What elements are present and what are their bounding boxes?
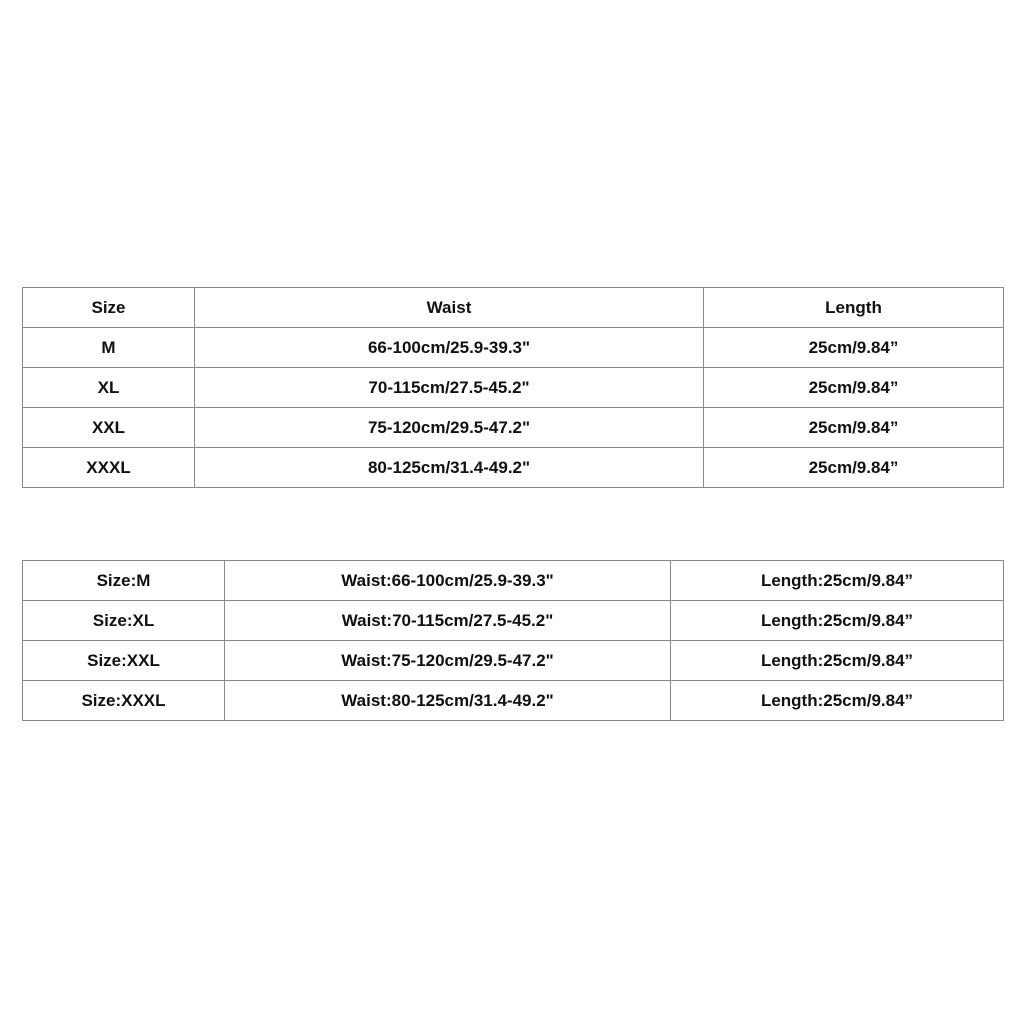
size-chart-table [22,287,1004,488]
table-row [23,328,1004,368]
header-waist: Waist [195,288,704,328]
waist-cell: 75-120cm/29.5-47.2" [195,408,704,448]
table-row [23,368,1004,408]
waist-cell: 70-115cm/27.5-45.2" [195,368,704,408]
table-row [23,448,1004,488]
size-cell: Size:XL [23,601,225,641]
size-cell: XXL [23,408,195,448]
waist-cell: 80-125cm/31.4-49.2" [195,448,704,488]
length-cell: 25cm/9.84” [704,328,1004,368]
table-header-row [23,288,1004,328]
waist-cell: Waist:75-120cm/29.5-47.2" [225,641,671,681]
size-cell: XL [23,368,195,408]
size-cell: Size:XXXL [23,681,225,721]
size-cell: XXXL [23,448,195,488]
length-cell: 25cm/9.84” [704,368,1004,408]
table-row [23,601,1004,641]
table-row [23,681,1004,721]
length-cell: Length:25cm/9.84” [671,641,1004,681]
table-row [23,641,1004,681]
size-cell: Size:XXL [23,641,225,681]
waist-cell: Waist:66-100cm/25.9-39.3" [225,561,671,601]
header-size: Size [23,288,195,328]
length-cell: 25cm/9.84” [704,408,1004,448]
waist-cell: 66-100cm/25.9-39.3" [195,328,704,368]
size-cell: Size:M [23,561,225,601]
size-cell: M [23,328,195,368]
table-row [23,561,1004,601]
length-cell: 25cm/9.84” [704,448,1004,488]
length-cell: Length:25cm/9.84” [671,681,1004,721]
header-length: Length [704,288,1004,328]
length-cell: Length:25cm/9.84” [671,561,1004,601]
length-cell: Length:25cm/9.84” [671,601,1004,641]
waist-cell: Waist:70-115cm/27.5-45.2" [225,601,671,641]
table-row [23,408,1004,448]
size-chart-table-labeled [22,560,1004,721]
waist-cell: Waist:80-125cm/31.4-49.2" [225,681,671,721]
